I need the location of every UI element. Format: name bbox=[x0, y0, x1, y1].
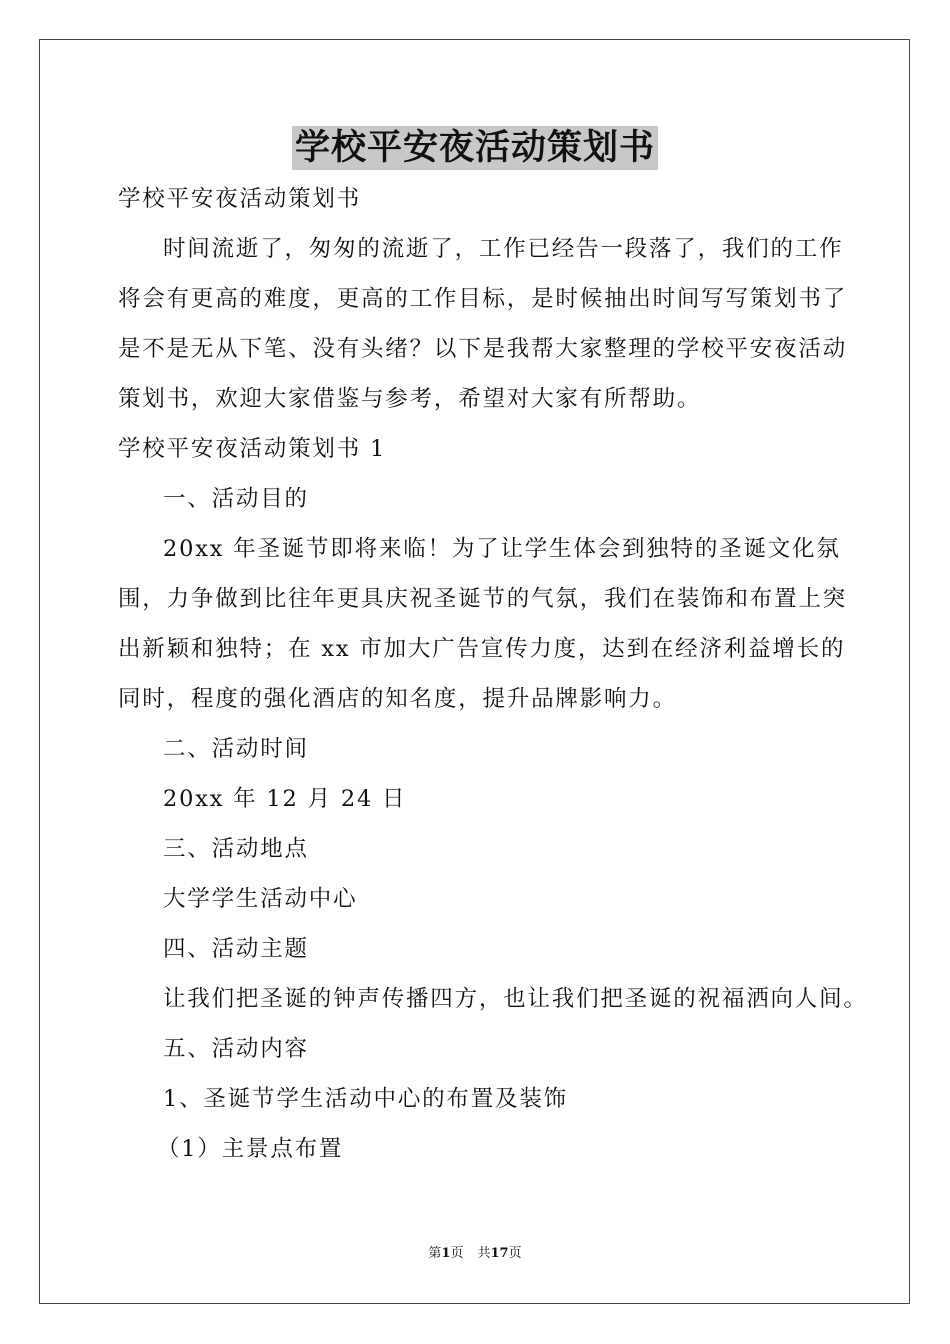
page-footer bbox=[0, 1245, 950, 1263]
heading-purpose: 一、活动目的 bbox=[163, 486, 309, 512]
purpose-line-4: 同时，程度的强化酒店的知名度，提升品牌影响力。 bbox=[118, 686, 677, 712]
location-value: 大学学生活动中心 bbox=[163, 886, 358, 912]
time-value: 20xx 年 12 月 24 日 bbox=[163, 786, 407, 812]
page-border bbox=[39, 39, 910, 1304]
purpose-line-3: 出新颖和独特；在 xx 市加大广告宣传力度，达到在经济利益增长的 bbox=[118, 636, 846, 662]
heading-location: 三、活动地点 bbox=[163, 836, 309, 862]
theme-value: 让我们把圣诞的钟声传播四方，也让我们把圣诞的祝福洒向人间。 bbox=[163, 986, 868, 1012]
title-container bbox=[0, 126, 950, 170]
intro-line-1: 时间流逝了，匆匆的流逝了，工作已经告一段落了，我们的工作 bbox=[163, 236, 844, 262]
purpose-line-2: 围，力争做到比往年更具庆祝圣诞节的气氛，我们在装饰和布置上突 bbox=[118, 586, 848, 612]
page-suffix: 页 bbox=[450, 1246, 464, 1261]
section-heading-1: 学校平安夜活动策划书 1 bbox=[118, 436, 387, 462]
page-prefix: 第 bbox=[428, 1246, 442, 1261]
document-title: 学校平安夜活动策划书 bbox=[292, 126, 658, 170]
heading-time: 二、活动时间 bbox=[163, 736, 309, 762]
total-pages: 17 bbox=[490, 1246, 509, 1261]
content-item-1: 1、圣诞节学生活动中心的布置及装饰 bbox=[163, 1086, 568, 1112]
heading-content: 五、活动内容 bbox=[163, 1036, 309, 1062]
content-subitem-1: （1）主景点布置 bbox=[157, 1136, 344, 1162]
subtitle-line: 学校平安夜活动策划书 bbox=[118, 186, 362, 212]
intro-line-4: 策划书，欢迎大家借鉴与参考，希望对大家有所帮助。 bbox=[118, 386, 702, 412]
total-prefix: 共 bbox=[477, 1246, 491, 1261]
purpose-line-1: 20xx 年圣诞节即将来临！为了让学生体会到独特的圣诞文化氛 bbox=[163, 536, 841, 562]
heading-theme: 四、活动主题 bbox=[163, 936, 309, 962]
intro-line-2: 将会有更高的难度，更高的工作目标，是时候抽出时间写写策划书了 bbox=[118, 286, 848, 312]
total-suffix: 页 bbox=[508, 1246, 522, 1261]
intro-line-3: 是不是无从下笔、没有头绪？以下是我帮大家整理的学校平安夜活动 bbox=[118, 336, 848, 362]
page-number: 1 bbox=[441, 1246, 451, 1261]
